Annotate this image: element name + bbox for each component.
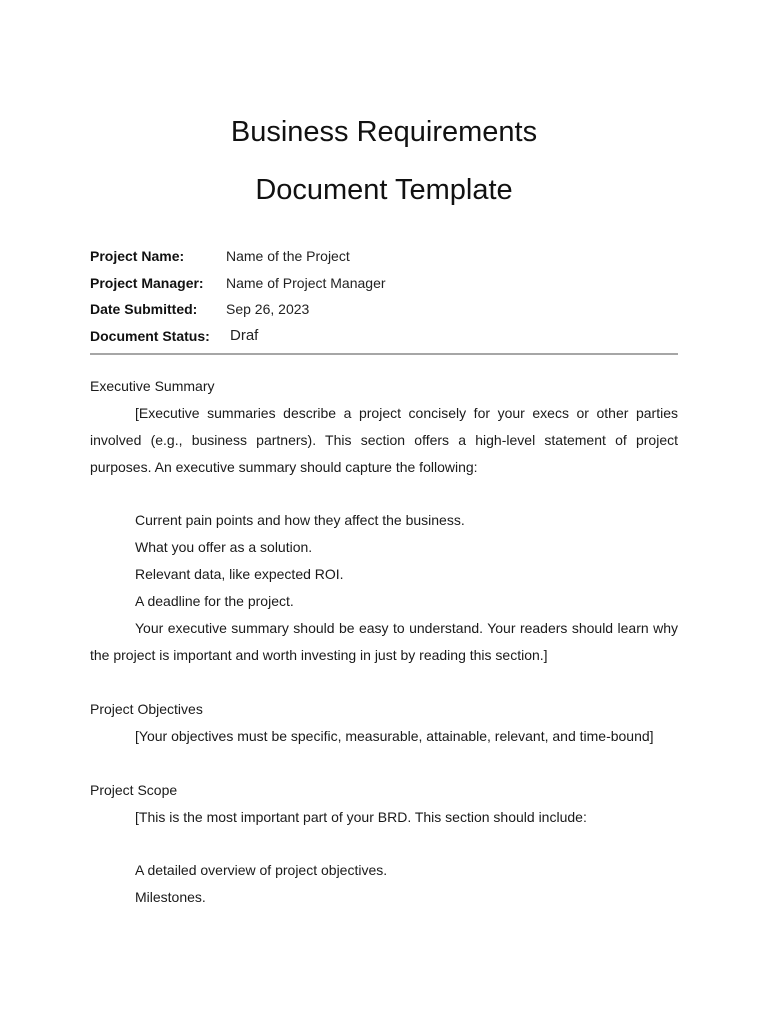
- document-status-value: Draf: [230, 327, 259, 345]
- title-line-1: Business Requirements: [230, 116, 538, 148]
- document-title: [0, 103, 768, 219]
- executive-summary-closing: Your executive summary should be easy to understand. Your readers should learn why the project is important and worth investing in just by reading this section.]: [90, 620, 678, 663]
- project-objectives-text: [Your objectives must be specific, measurable, attainable, relevant, and time-bound]: [135, 728, 654, 744]
- spacer: [90, 481, 678, 507]
- executive-summary-heading: Executive Summary: [90, 378, 215, 394]
- scope-item-overview: A detailed overview of project objectives.: [135, 862, 388, 878]
- spacer: [90, 831, 678, 857]
- project-manager-value: Name of Project Manager: [226, 274, 386, 291]
- meta-row-project-manager: [90, 270, 386, 297]
- spacer: [90, 750, 678, 777]
- project-name-label: Project Name:: [90, 248, 185, 265]
- project-manager-label: Project Manager:: [90, 274, 204, 291]
- summary-item-relevant-data: Relevant data, like expected ROI.: [135, 566, 344, 582]
- horizontal-divider: [90, 353, 678, 355]
- summary-item-solution: What you offer as a solution.: [135, 539, 313, 555]
- meta-row-date-submitted: [90, 296, 386, 323]
- document-body: [90, 373, 678, 911]
- meta-row-project-name: [90, 243, 386, 270]
- summary-item-pain-points: Current pain points and how they affect the business.: [135, 512, 465, 528]
- scope-item-milestones: Milestones.: [135, 889, 206, 905]
- project-name-value: Name of the Project: [226, 248, 350, 265]
- date-submitted-value: Sep 26, 2023: [226, 301, 310, 318]
- document-status-label: Document Status:: [90, 327, 210, 344]
- meta-row-document-status: [90, 323, 386, 350]
- project-scope-heading: Project Scope: [90, 782, 178, 798]
- project-metadata: [90, 243, 386, 349]
- project-objectives-heading: Project Objectives: [90, 701, 203, 717]
- summary-item-deadline: A deadline for the project.: [135, 593, 294, 609]
- title-line-2: Document Template: [255, 174, 513, 206]
- project-scope-text: [This is the most important part of your BRD. This section should include:: [135, 809, 587, 825]
- executive-summary-intro: [Executive summaries describe a project concisely for your execs or other parties involved (e.g., business partners). This section offers a high-level statement of project purposes. An executive summary should capture the following:: [90, 405, 678, 475]
- spacer: [90, 669, 678, 696]
- date-submitted-label: Date Submitted:: [90, 301, 198, 318]
